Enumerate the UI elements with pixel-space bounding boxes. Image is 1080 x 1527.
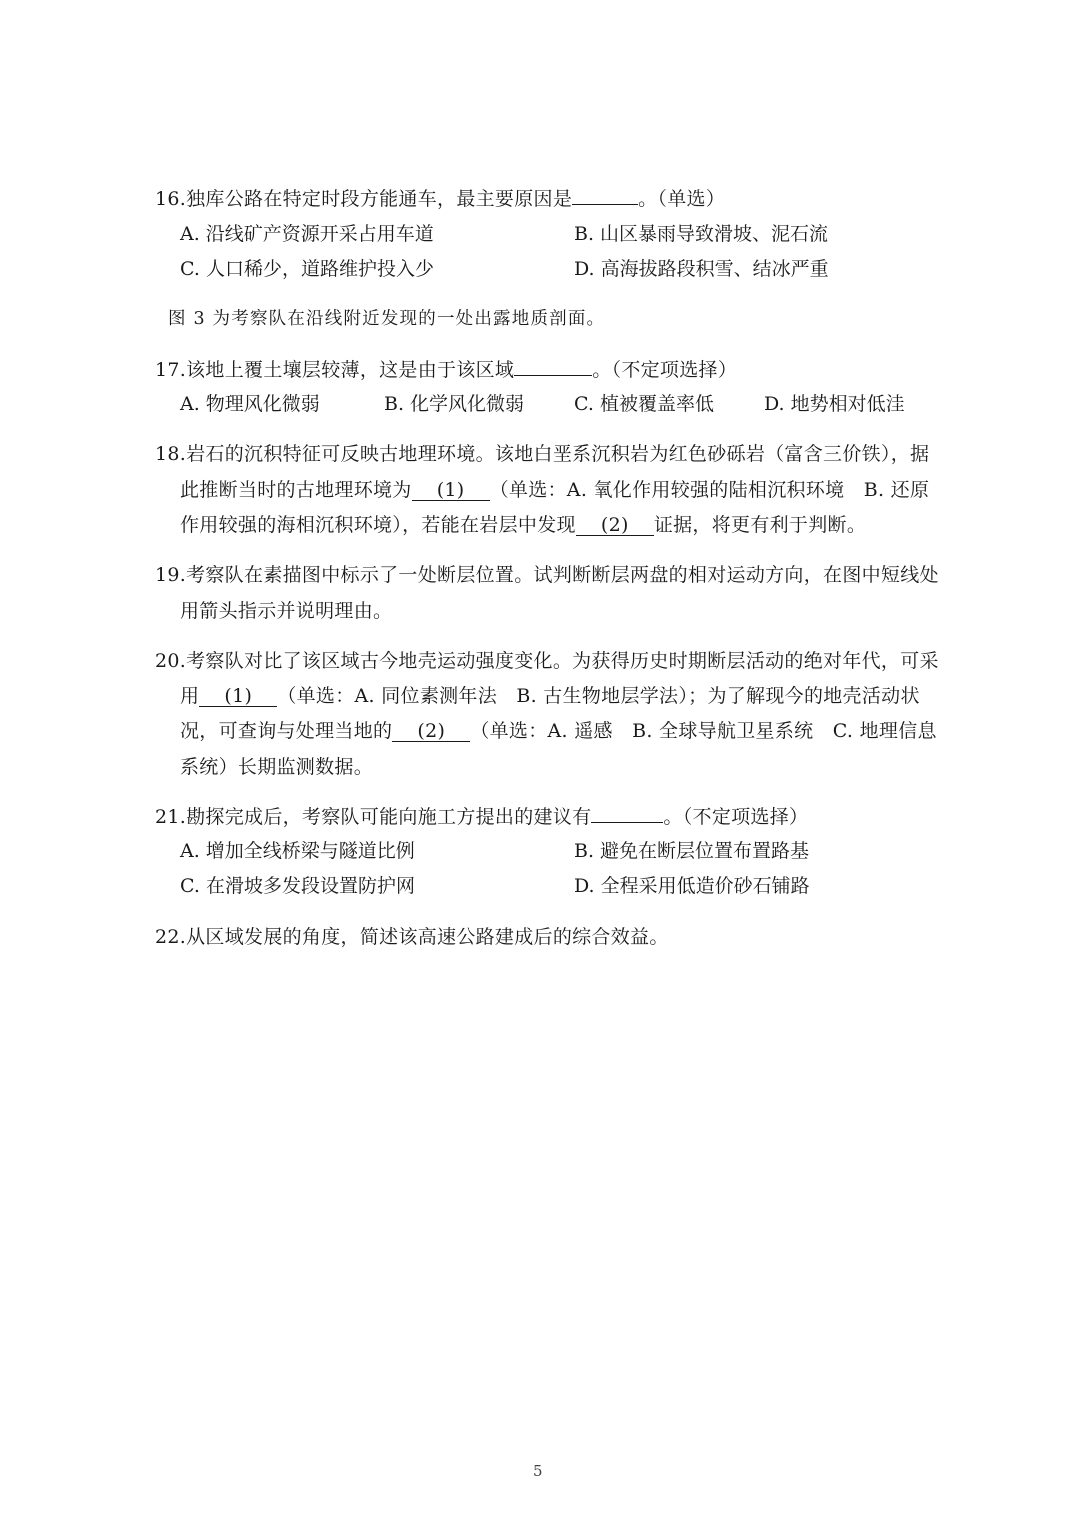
question-18-line-1: 18.岩石的沉积特征可反映古地理环境。该地白垩系沉积岩为红色砂砾岩（富含三价铁），据 <box>155 443 930 465</box>
question-16-option-d[interactable]: D. 高海拔路段积雪、结冰严重 <box>574 258 829 280</box>
question-21-option-a[interactable]: A. 增加全线桥梁与隧道比例 <box>180 840 415 862</box>
question-22-text: 22.从区域发展的角度，简述该高速公路建成后的综合效益。 <box>155 926 669 948</box>
question-20-line-3-text: 况，可查询与处理当地的 <box>180 720 393 742</box>
question-20-line-2 <box>180 684 920 708</box>
question-16-stem-text: 16.独库公路在特定时段方能通车，最主要原因是 <box>155 188 573 210</box>
question-19-line-1: 19.考察队在素描图中标示了一处断层位置。试判断断层两盘的相对运动方向，在图中短线处 <box>155 564 939 586</box>
answer-blank-1[interactable]: (1) <box>412 480 490 501</box>
question-21-option-c[interactable]: C. 在滑坡多发段设置防护网 <box>180 875 415 897</box>
question-19-line-2: 用箭头指示并说明理由。 <box>180 600 393 622</box>
question-20-line-2-suffix: （单选：A. 同位素测年法 B. 古生物地层学法）；为了解现今的地壳活动状 <box>277 685 920 707</box>
question-20-line-3 <box>180 719 937 743</box>
question-17-stem <box>155 357 737 382</box>
question-17-option-d[interactable]: D. 地势相对低洼 <box>764 393 905 415</box>
question-17-option-c[interactable]: C. 植被覆盖率低 <box>574 393 714 415</box>
question-21-stem-text: 21.勘探完成后，考察队可能向施工方提出的建议有 <box>155 806 592 828</box>
question-20-line-3-suffix: （单选：A. 遥感 B. 全球导航卫星系统 C. 地理信息 <box>470 720 937 742</box>
question-18-line-3-suffix: 证据，将更有利于判断。 <box>653 514 867 536</box>
question-20-line-4: 系统）长期监测数据。 <box>180 756 374 778</box>
question-20-line-1: 20.考察队对比了该区域古今地壳运动强度变化。为获得历史时期断层活动的绝对年代，可采 <box>155 650 939 672</box>
question-17-option-a[interactable]: A. 物理风化微弱 <box>180 393 320 415</box>
question-16-stem-suffix: 。（单选） <box>638 188 726 210</box>
question-18-line-2-suffix: （单选：A. 氧化作用较强的陆相沉积环境 B. 还原 <box>489 479 930 501</box>
question-18-line-3 <box>180 513 866 537</box>
figure-intro-text: 图 3 为考察队在沿线附近发现的一处出露地质剖面。 <box>168 309 606 329</box>
question-16-stem <box>155 186 725 211</box>
question-18-line-3-text: 作用较强的海相沉积环境），若能在岩层中发现 <box>180 514 576 536</box>
question-16-option-a[interactable]: A. 沿线矿产资源开采占用车道 <box>180 223 434 245</box>
answer-blank[interactable] <box>514 357 592 376</box>
question-18-line-2 <box>180 478 929 502</box>
answer-blank[interactable] <box>572 186 638 205</box>
answer-blank-2[interactable]: (2) <box>392 721 470 742</box>
question-18-line-2-text: 此推断当时的古地理环境为 <box>180 479 412 501</box>
question-21-stem-suffix: 。（不定项选择） <box>663 806 809 828</box>
page-number: 5 <box>533 1462 543 1480</box>
question-17-option-b[interactable]: B. 化学风化微弱 <box>384 393 525 415</box>
question-21-stem <box>155 804 808 829</box>
question-16-option-b[interactable]: B. 山区暴雨导致滑坡、泥石流 <box>574 223 829 245</box>
answer-blank-1[interactable]: (1) <box>199 686 277 707</box>
answer-blank[interactable] <box>591 804 663 823</box>
answer-blank-2[interactable]: (2) <box>576 515 654 536</box>
question-20-line-2-text: 用 <box>180 685 200 707</box>
question-16-option-c[interactable]: C. 人口稀少，道路维护投入少 <box>180 258 434 280</box>
question-21-option-d[interactable]: D. 全程采用低造价砂石铺路 <box>574 875 810 897</box>
question-17-stem-text: 17.该地上覆土壤层较薄，这是由于该区域 <box>155 359 515 381</box>
question-17-stem-suffix: 。（不定项选择） <box>592 359 738 381</box>
question-21-option-b[interactable]: B. 避免在断层位置布置路基 <box>574 840 810 862</box>
